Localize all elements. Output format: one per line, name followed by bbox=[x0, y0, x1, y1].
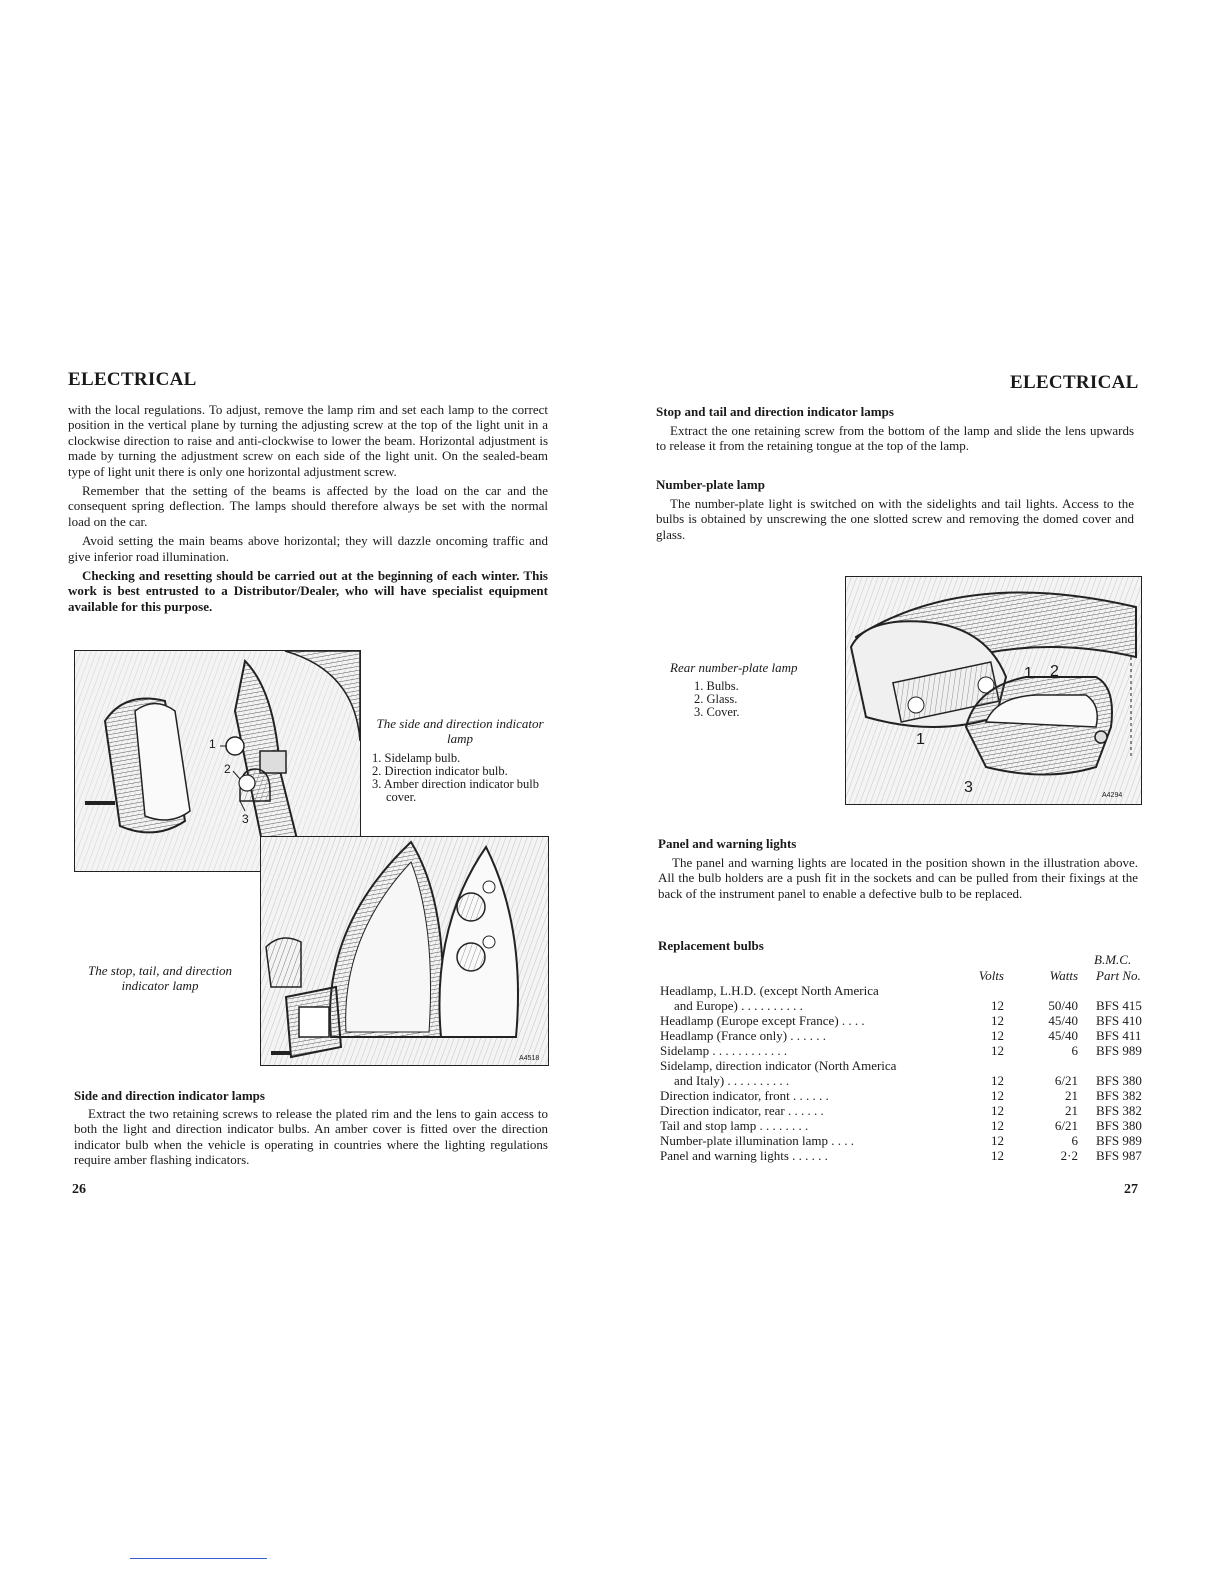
col-header-volts: Volts bbox=[978, 968, 1004, 983]
bulb-volts: 12 bbox=[991, 1148, 1004, 1163]
right-page-header: ELECTRICAL bbox=[1010, 372, 1139, 393]
paragraph: with the local regulations. To adjust, remove the lamp rim and set each lamp to the correct position in the vertical plane by turning the adjusting screw at the top of the light unit in a clockwise direction to raise and anti-clockwise to lower the beam. Horizontal adjustment is made by turning the adjustment screw on each side of the light unit. On the sealed-beam type of light unit there is only one horizontal adjustment screw. bbox=[68, 402, 548, 479]
bulb-volts: 12 bbox=[991, 1103, 1004, 1118]
section-text: Extract the two retaining screws to release the plated rim and the lens to gain access to both the light and direction indicator bulbs. An amber cover is fitted over the direction indicator bulb when the vehicle is operating in countries where the lighting regulations require amber flashing indicators. bbox=[74, 1106, 548, 1168]
bulb-part: BFS 382 bbox=[1096, 1103, 1142, 1118]
section-title: Stop and tail and direction indicator lamps bbox=[656, 404, 894, 419]
bulb-volts: 12 bbox=[991, 1043, 1004, 1058]
callout-3: 3 bbox=[242, 812, 249, 826]
left-page-header: ELECTRICAL bbox=[68, 369, 197, 390]
number-plate-lamp-illustration bbox=[845, 576, 1142, 805]
figure1-caption: The side and direction indicator lamp bbox=[376, 716, 544, 746]
bulb-description: and Europe) . . . . . . . . . . bbox=[674, 998, 803, 1013]
bulbs-table-title: Replacement bulbs bbox=[658, 938, 764, 953]
section-title: Number-plate lamp bbox=[656, 477, 765, 492]
legend-item: 2. Direction indicator bulb. bbox=[372, 764, 508, 778]
bulb-volts: 12 bbox=[991, 1028, 1004, 1043]
section-text: Extract the one retaining screw from the bottom of the lamp and slide the lens upwards to release it from the retaining tongue at the top of the lamp. bbox=[656, 423, 1134, 454]
bulb-volts: 12 bbox=[991, 998, 1004, 1013]
section-text: The panel and warning lights are located in the position shown in the illustration above. All the bulb holders are a push fit in the sockets and can be pulled from their fixings at the back of the instrument panel to enable a defective bulb to be replaced. bbox=[658, 855, 1138, 901]
bulb-description: Tail and stop lamp . . . . . . . . bbox=[660, 1118, 809, 1133]
bulb-watts: 6/21 bbox=[1054, 1118, 1078, 1133]
bulb-part: BFS 411 bbox=[1096, 1028, 1142, 1043]
bulb-description: Number-plate illumination lamp . . . . bbox=[660, 1133, 854, 1148]
bulb-volts bbox=[974, 1058, 1038, 1073]
callout-1: 1 bbox=[209, 737, 216, 751]
legend-item: 1. Sidelamp bulb. bbox=[372, 751, 461, 765]
callout-1: 1 bbox=[916, 731, 925, 748]
table-row bbox=[660, 1103, 1152, 1118]
figure1-legend bbox=[372, 752, 552, 804]
legend-item: 3. Amber direction indicator bulb cover. bbox=[372, 777, 539, 804]
bulb-part: BFS 382 bbox=[1096, 1088, 1142, 1103]
bulb-watts: 45/40 bbox=[1048, 1013, 1078, 1028]
bulb-volts: 12 bbox=[991, 1073, 1004, 1088]
table-row bbox=[660, 1043, 1152, 1058]
bulb-part: BFS 380 bbox=[1096, 1073, 1142, 1088]
bulb-description: Sidelamp, direction indicator (North America bbox=[660, 1058, 897, 1073]
legend-item: 1. Bulbs. bbox=[694, 679, 739, 693]
table-row bbox=[660, 1028, 1152, 1043]
bulb-watts: 45/40 bbox=[1048, 1028, 1078, 1043]
paragraph-emphasis: Checking and resetting should be carried out at the beginning of each winter. This work is best entrusted to a Distributor/Dealer, who will have specialist equipment available for this purpose. bbox=[68, 568, 548, 614]
bulb-description: Headlamp (France only) . . . . . . bbox=[660, 1028, 827, 1043]
figure-code: A4294 bbox=[1102, 792, 1123, 799]
left-body-text bbox=[68, 402, 548, 614]
bulb-description: and Italy) . . . . . . . . . . bbox=[674, 1073, 790, 1088]
table-row bbox=[660, 1058, 1152, 1073]
bulb-description: Sidelamp . . . . . . . . . . . . bbox=[660, 1043, 788, 1058]
table-row bbox=[660, 998, 1152, 1013]
bulb-watts: 6/21 bbox=[1054, 1073, 1078, 1088]
table-row bbox=[660, 1088, 1152, 1103]
table-row bbox=[660, 1133, 1152, 1148]
bulb-volts bbox=[974, 983, 1038, 998]
bulb-description: Panel and warning lights . . . . . . bbox=[660, 1148, 828, 1163]
bulb-part: BFS 989 bbox=[1096, 1133, 1142, 1148]
section-title: Panel and warning lights bbox=[658, 836, 797, 851]
callout-2: 2 bbox=[1050, 663, 1059, 680]
bulb-description: Direction indicator, rear . . . . . . bbox=[660, 1103, 824, 1118]
bulb-part: BFS 380 bbox=[1096, 1118, 1142, 1133]
bulb-watts: 21 bbox=[1065, 1088, 1078, 1103]
paragraph: Avoid setting the main beams above horizontal; they will dazzle oncoming traffic and give inferior road illumination. bbox=[68, 533, 548, 564]
table-row bbox=[660, 983, 1152, 998]
col-header-bmc: B.M.C. bbox=[1094, 952, 1132, 967]
bulb-volts: 12 bbox=[991, 1133, 1004, 1148]
bulb-volts: 12 bbox=[991, 1118, 1004, 1133]
col-header-watts: Watts bbox=[1049, 968, 1078, 983]
figure3-legend bbox=[694, 680, 814, 719]
bulb-part: BFS 989 bbox=[1096, 1043, 1142, 1058]
page-number-left: 26 bbox=[72, 1182, 86, 1197]
bulb-part bbox=[1096, 983, 1152, 998]
page-number-right: 27 bbox=[1124, 1182, 1138, 1197]
table-header-row bbox=[660, 968, 1152, 983]
col-header-part: Part No. bbox=[1096, 968, 1141, 983]
bulb-watts: 2·2 bbox=[1060, 1148, 1078, 1163]
section-title: Side and direction indicator lamps bbox=[74, 1088, 265, 1103]
bulb-volts: 12 bbox=[991, 1088, 1004, 1103]
figure2-caption: The stop, tail, and direction indicator lamp bbox=[88, 963, 232, 993]
bulb-watts: 50/40 bbox=[1048, 998, 1078, 1013]
legend-item: 2. Glass. bbox=[694, 692, 738, 706]
section-text: The number-plate light is switched on with the sidelights and tail lights. Access to the bulbs is obtained by unscrewing the one slotted screw and removing the domed cover and glass. bbox=[656, 496, 1134, 542]
figure3-caption: Rear number-plate lamp bbox=[670, 660, 798, 675]
bulb-part bbox=[1096, 1058, 1152, 1073]
bulb-description: Headlamp (Europe except France) . . . . bbox=[660, 1013, 865, 1028]
replacement-bulbs-table bbox=[660, 968, 1152, 1163]
callout-1: 1 bbox=[1024, 665, 1033, 682]
footer-rule bbox=[130, 1558, 267, 1559]
bulb-watts: 6 bbox=[1071, 1133, 1078, 1148]
bulb-watts bbox=[1038, 1058, 1096, 1073]
legend-item: 3. Cover. bbox=[694, 705, 740, 719]
bulb-volts: 12 bbox=[991, 1013, 1004, 1028]
bulb-watts: 6 bbox=[1071, 1043, 1078, 1058]
table-row bbox=[660, 1073, 1152, 1088]
callout-2: 2 bbox=[224, 762, 231, 776]
table-row bbox=[660, 1148, 1152, 1163]
bulb-description: Direction indicator, front . . . . . . bbox=[660, 1088, 829, 1103]
bulb-watts bbox=[1038, 983, 1096, 998]
bulb-part: BFS 415 bbox=[1096, 998, 1142, 1013]
callout-3: 3 bbox=[964, 779, 973, 796]
bulb-description: Headlamp, L.H.D. (except North America bbox=[660, 983, 879, 998]
paragraph: Remember that the setting of the beams is affected by the load on the car and the consequent spring deflection. The lamps should therefore always be set with the normal load on the car. bbox=[68, 483, 548, 529]
table-row bbox=[660, 1118, 1152, 1133]
bulb-watts: 21 bbox=[1065, 1103, 1078, 1118]
bulb-part: BFS 410 bbox=[1096, 1013, 1142, 1028]
figure-code: A4518 bbox=[519, 1055, 540, 1062]
table-row bbox=[660, 1013, 1152, 1028]
stop-tail-lamp-illustration bbox=[260, 836, 549, 1066]
bulb-part: BFS 987 bbox=[1096, 1148, 1142, 1163]
